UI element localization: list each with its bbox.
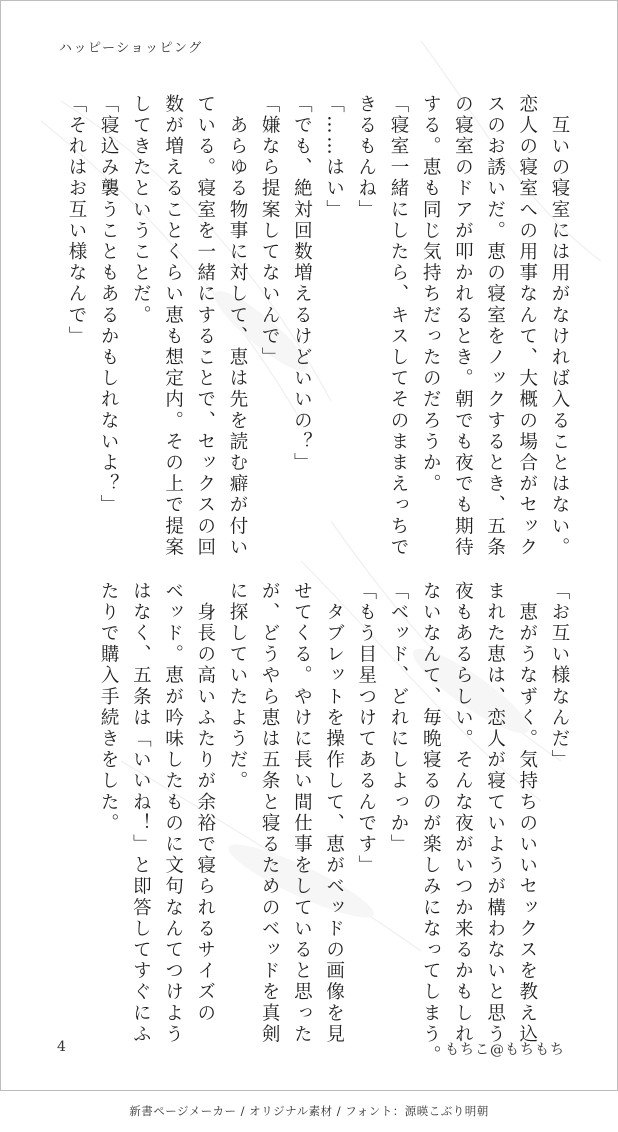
text-line: ている。寝室を一緒にすることで、セックスの回 <box>194 94 216 559</box>
text-line: 数が増えることくらい恵も想定内。その上で提案 <box>162 94 184 559</box>
author-credit: もちこ@もちもち <box>445 1042 565 1058</box>
text-line: が、どうやら恵は五条と寝るためのベッドを真剣 <box>259 581 281 1046</box>
text-line: 恋人の寝室への用事なんて、大概の場合がセック <box>516 94 538 559</box>
template-credit: 新書ページメーカー / オリジナル素材 / フォント：源暎こぶり明朝 <box>129 1104 489 1118</box>
text-line: 「ベッド、どれにしよっか」 <box>387 581 409 856</box>
text-line: 「それはお互い様なんで」 <box>65 94 87 348</box>
text-line: 身長の高いふたりが余裕で寝られるサイズの <box>194 581 216 1025</box>
text-line: 互いの寝室には用がなければ入ることはない。 <box>549 94 570 559</box>
text-line: ないなんて、毎晩寝るのが楽しみになってしまう。 <box>420 581 442 1067</box>
text-line: はなく、五条は「いいね！」と即答してすぐにふ <box>130 581 152 1046</box>
page-number: 4 <box>57 1039 66 1055</box>
text-line: きるもんね」 <box>355 94 377 221</box>
text-line: 「……はい」 <box>323 94 345 221</box>
text-line: まれた恵は、恋人が寝ていようが構わないと思う <box>484 581 506 1046</box>
text-line: に探していたようだ。 <box>226 581 248 792</box>
text-line: たりで購入手続きをした。 <box>98 581 120 835</box>
text-line: 「もう目星つけてあるんです」 <box>355 581 377 877</box>
text-line: タブレットを操作して、恵がベッドの画像を見 <box>323 581 345 1046</box>
text-line: ベッド。恵が吟味したものに文句なんてつけよう <box>162 581 184 1046</box>
text-line: せてくる。やけに長い間仕事をしていると思った <box>291 581 313 1046</box>
text-line: してきたということだ。 <box>130 94 152 327</box>
text-line: 夜もあるらしい。そんな夜がいつか来るかもしれ <box>452 581 474 1046</box>
text-line: 「嫌なら提案してないんで」 <box>259 94 281 369</box>
text-line: 「寝室一緒にしたら、キスしてそのままえっちで <box>387 94 409 559</box>
text-line: 「お互い様なんだ」 <box>549 581 570 771</box>
text-line: あらゆる物事に対して、恵は先を読む癖が付い <box>226 94 248 559</box>
text-line: スのお誘いだ。恵の寝室をノックするとき、五条 <box>484 94 506 559</box>
running-title: ハッピーショッピング <box>59 41 203 56</box>
text-line: 「でも、絶対回数増えるけどいいの？」 <box>291 94 313 474</box>
text-line: 恵がうなずく。気持ちのいいセックスを教え込 <box>516 581 538 1046</box>
text-line: 「寝込み襲うこともあるかもしれないよ？」 <box>98 94 120 516</box>
text-block-upper <box>60 94 575 559</box>
text-line: の寝室のドアが叩かれるとき。朝でも夜でも期待 <box>452 94 474 559</box>
text-line: する。恵も同じ気持ちだったのだろうか。 <box>420 94 442 495</box>
